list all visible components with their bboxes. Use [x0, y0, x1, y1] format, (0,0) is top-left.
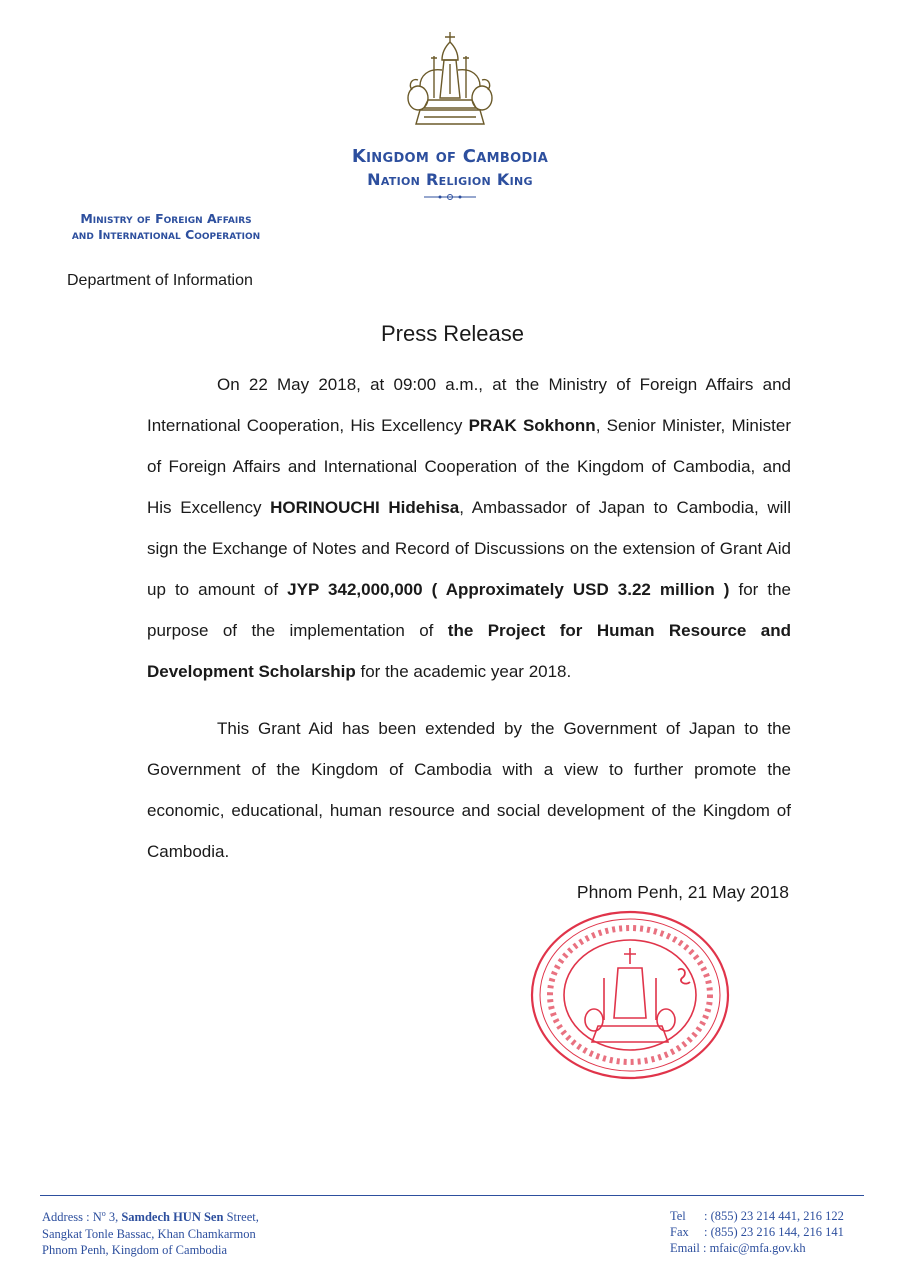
p1-text-1: On 22 May 2018, at 09:00 a.m., at the Ministry of Foreign Affairs and International Cooperation, His Excellency: [147, 375, 791, 435]
address-prefix: Address : N: [42, 1210, 102, 1225]
tel-label: Tel: [670, 1209, 686, 1223]
tel-line: [670, 1208, 844, 1224]
address-line-3: Phnom Penh, Kingdom of Cambodia: [42, 1243, 228, 1258]
p1-text-3: , Ambassador of Japan to Cambodia, will sign the Exchange of Notes and Record of Discussions on the extension of Grant Aid up to amount of: [147, 498, 791, 599]
address-sup: o: [101, 1209, 106, 1218]
footer-address: [42, 1206, 259, 1259]
footer-divider: [40, 1195, 864, 1196]
royal-coat-of-arms-icon: [398, 28, 502, 132]
paragraph-1: [147, 364, 791, 692]
department-name: Department of Information: [67, 272, 253, 289]
project-name: the Project for Human Resource and Development Scholarship: [147, 621, 791, 681]
email-link[interactable]: : mfaic@mfa.gov.kh: [702, 1241, 806, 1255]
address-number: 3,: [105, 1210, 122, 1225]
address-suffix: Street,: [223, 1210, 259, 1225]
footer-contact: [670, 1208, 844, 1256]
minister-name: PRAK Sokhonn: [468, 416, 596, 435]
ornament-divider-icon: [420, 192, 480, 202]
fax-label: Fax: [670, 1225, 689, 1239]
address-line-1: [42, 1206, 259, 1226]
ministry-line-1: Ministry of Foreign Affairs: [80, 211, 252, 226]
p1-text-2: , Senior Minister, Minister of Foreign Affairs and International Cooperation of the Kingdom of Cambodia, and His Excellency: [147, 416, 791, 517]
ministry-name: [36, 211, 296, 243]
p1-text-5: for the academic year 2018.: [355, 662, 572, 681]
place-date: Phnom Penh, 21 May 2018: [576, 882, 789, 902]
email-label: Email: [670, 1241, 700, 1255]
official-seal-icon: [528, 908, 732, 1082]
page-title: Press Release: [380, 321, 525, 346]
kingdom-title: Kingdom of Cambodia: [351, 146, 549, 167]
grant-amount: JYP 342,000,000 ( Approximately USD 3.22 million ): [287, 580, 730, 599]
ambassador-name: HORINOUCHI Hidehisa: [270, 498, 460, 517]
national-motto: Nation Religion King: [367, 170, 533, 189]
fax-line: [670, 1224, 844, 1240]
tel-value: : (855) 23 214 441, 216 122: [704, 1209, 844, 1223]
address-line-2: Sangkat Tonle Bassac, Khan Chamkarmon: [42, 1226, 256, 1241]
p1-text-4: for the purpose of the implementation of: [147, 580, 791, 640]
fax-value: : (855) 23 216 144, 216 141: [704, 1225, 844, 1239]
ministry-line-2: and International Cooperation: [71, 227, 261, 242]
address-street-name: Samdech HUN Sen: [121, 1210, 224, 1225]
paragraph-2: This Grant Aid has been extended by the Government of Japan to the Government of the Kingdom of Cambodia with a view to further promote the economic, educational, human resource and social development of the Kingdom of Cambodia.: [147, 719, 791, 861]
email-line: [670, 1240, 844, 1256]
